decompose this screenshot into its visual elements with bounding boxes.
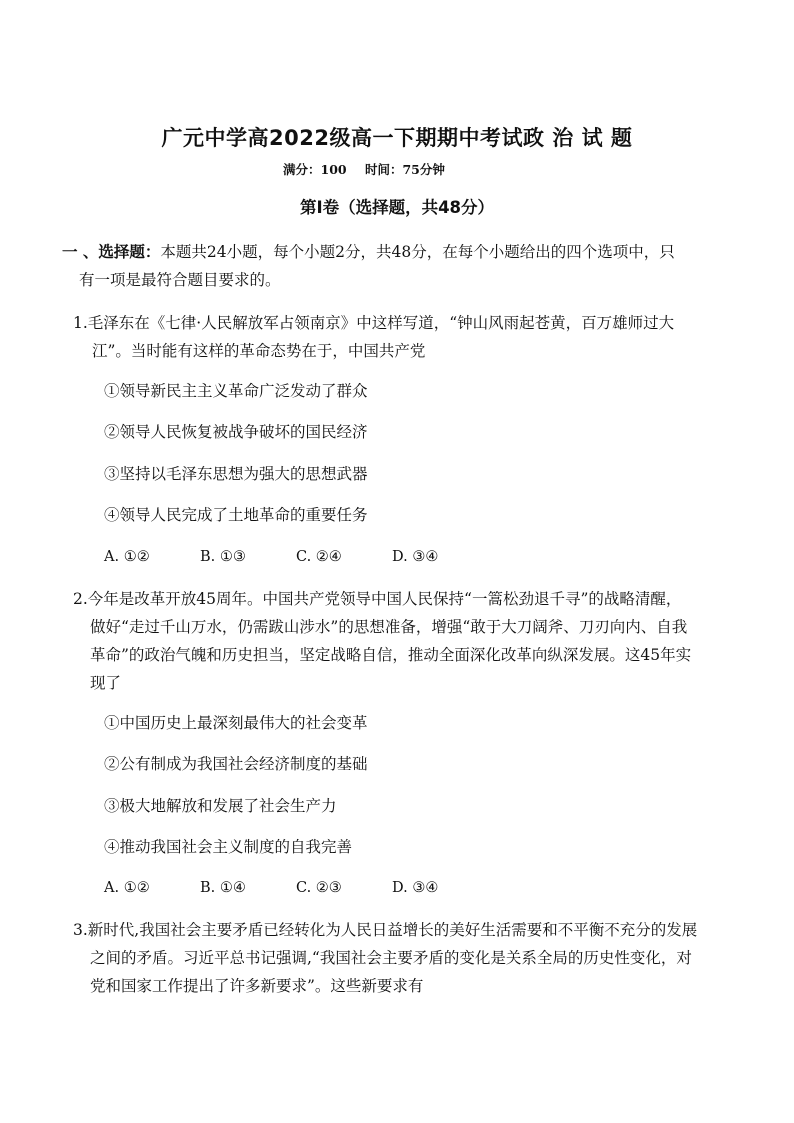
statement-item: ②公有制成为我国社会经济制度的基础 <box>104 755 368 773</box>
statement-item: ③坚持以毛泽东思想为强大的思想武器 <box>104 465 368 483</box>
instruction-text-continued: 有一项是最符合题目要求的。 <box>79 271 281 289</box>
exam-time: 时间：75分钟 <box>364 162 445 177</box>
choice-c[interactable]: C. ②③ <box>296 880 342 896</box>
question-stem-line: 做好“走过千山万水，仍需跋山涉水”的思想准备，增强“敢于大刀阔斧、刀刃向内、自我 <box>90 618 688 636</box>
choice-b[interactable]: B. ①③ <box>200 549 246 565</box>
choice-a[interactable]: A. ①② <box>104 880 150 896</box>
choice-d[interactable]: D. ③④ <box>392 880 439 896</box>
question-stem-line: 党和国家工作提出了许多新要求”。这些新要求有 <box>90 977 424 995</box>
instruction-text: 本题共24小题，每个小题2分，共48分，在每个小题给出的四个选项中，只 <box>160 243 675 261</box>
statement-item: ④领导人民完成了土地革命的重要任务 <box>104 506 368 524</box>
exam-meta <box>283 160 459 178</box>
question-stem-line: 革命”的政治气魄和历史担当，坚定战略自信，推动全面深化改革向纵深发展。这45年实 <box>90 646 692 664</box>
statement-item: ①中国历史上最深刻最伟大的社会变革 <box>104 714 368 732</box>
statement-item: ④推动我国社会主义制度的自我完善 <box>104 838 353 856</box>
choice-d[interactable]: D. ③④ <box>392 549 439 565</box>
section-title: 第Ⅰ卷（选择题，共48分） <box>299 198 495 217</box>
full-score: 满分：100 <box>283 162 347 177</box>
question-stem-line: 江”。当时能有这样的革命态势在于，中国共产党 <box>92 342 426 360</box>
statement-item: ①领导新民主主义革命广泛发动了群众 <box>104 382 368 400</box>
question-stem-line: 2.今年是改革开放45周年。中国共产党领导中国人民保持“一篙松劲退千寻”的战略清醒， <box>73 590 682 608</box>
question-stem-line: 之间的矛盾。习近平总书记强调,“我国社会主要矛盾的变化是关系全局的历史性变化，对 <box>90 949 692 967</box>
question-stem-line: 3.新时代,我国社会主要矛盾已经转化为人民日益增长的美好生活需要和不平衡不充分的发展 <box>73 921 698 939</box>
statement-item: ②领导人民恢复被战争破坏的国民经济 <box>104 423 368 441</box>
instruction-label: 一 、选择题： <box>62 242 161 261</box>
statement-item: ③极大地解放和发展了社会生产力 <box>104 797 337 815</box>
choice-b[interactable]: B. ①④ <box>200 880 246 896</box>
choice-c[interactable]: C. ②④ <box>296 549 342 565</box>
question-stem-line: 1.毛泽东在《七律·人民解放军占领南京》中这样写道，“钟山风雨起苍黄，百万雄师过大 <box>73 314 675 332</box>
choice-a[interactable]: A. ①② <box>104 549 150 565</box>
section-instruction <box>62 242 675 262</box>
exam-title: 广元中学高2022级高一下期期中考试政 治 试 题 <box>161 126 633 150</box>
answer-choices <box>104 878 438 898</box>
answer-choices <box>104 547 438 567</box>
question-stem-line: 现了 <box>90 674 122 692</box>
